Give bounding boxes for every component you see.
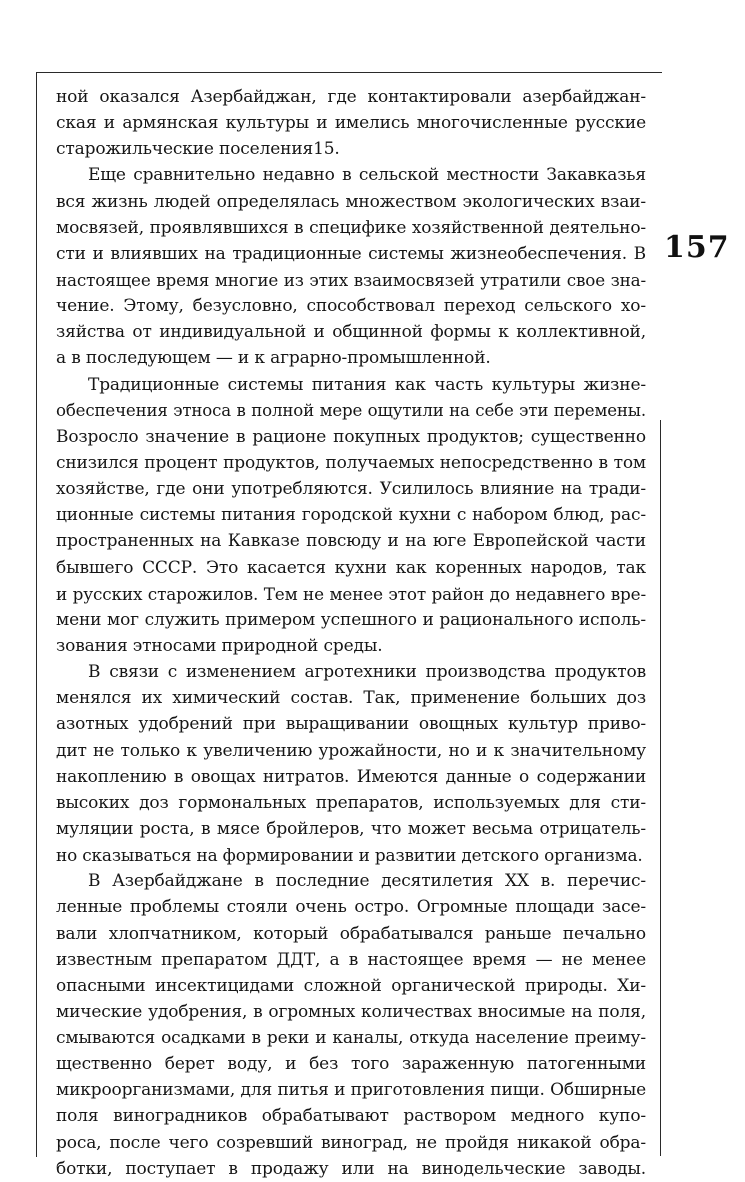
text-line: настоящее время многие из этих взаимосвязей утратили свое зна- xyxy=(56,269,646,290)
text-line: зяйства от индивидуальной и общинной формы к коллективной, xyxy=(56,322,646,343)
text-line: сти и влиявших на традиционные системы жизнеобеспечения. В xyxy=(56,243,646,264)
text-line: накоплению в овощах нитратов. Имеются данные о содержании xyxy=(56,766,646,787)
text-line: ной оказался Азербайджан, где контактировали азербайджан- xyxy=(56,87,646,107)
text-line: дит не только к увеличению урожайности, но и к значительному xyxy=(56,740,646,761)
text-line: чение. Этому, безусловно, способствовал переход сельского хо- xyxy=(56,296,646,317)
text-line: ционные системы питания городской кухни с набором блюд, рас- xyxy=(56,505,646,526)
text-line: азотных удобрений при выращивании овощных культур приво- xyxy=(56,714,646,735)
text-line: мени мог служить примером успешного и рационального исполь- xyxy=(56,609,646,630)
text-line: микроорганизмами, для питья и приготовления пищи. Обширные xyxy=(56,1080,646,1101)
text-line: муляции роста, в мясе бройлеров, что может весьма отрицатель- xyxy=(56,818,646,839)
text-line: ботки, поступает в продажу или на винодельческие заводы. xyxy=(56,1158,646,1179)
text-line: смываются осадками в реки и каналы, откуда население преиму- xyxy=(56,1028,646,1049)
text-line: хозяйстве, где они употребляются. Усилилось влияние на тради- xyxy=(56,479,646,500)
text-line: Возросло значение в рационе покупных продуктов; существенно xyxy=(56,426,646,447)
text-line: а в последующем — и к аграрно-промышленной. xyxy=(56,348,491,369)
text-line: и русских старожилов. Тем не менее этот район до недавнего вре- xyxy=(56,583,646,604)
text-line: обеспечения этноса в полной мере ощутили на себе эти перемены. xyxy=(56,400,646,420)
text-line: роса, после чего созревший виноград, не пройдя никакой обра- xyxy=(56,1132,646,1153)
text-line: менялся их химический состав. Так, применение больших доз xyxy=(56,688,646,709)
text-line: мические удобрения, в огромных количествах вносимые на поля, xyxy=(56,1001,646,1022)
text-line: поля виноградников обрабатывают раствором медного купо- xyxy=(56,1106,646,1127)
text-line: вся жизнь людей определялась множеством экологических взаи- xyxy=(56,191,646,212)
text-line: снизился процент продуктов, получаемых непосредственно в том xyxy=(56,452,646,473)
text-line: ленные проблемы стояли очень остро. Огромные площади засе- xyxy=(56,897,646,918)
page-number: 157 xyxy=(664,230,730,265)
text-line: старожильческие поселения15. xyxy=(56,139,340,160)
text-line: В Азербайджане в последние десятилетия XX в. перечис- xyxy=(88,871,646,892)
text-line: известным препаратом ДДТ, а в настоящее время — не менее xyxy=(56,949,646,970)
text-line: вали хлопчатником, который обрабатывался раньше печально xyxy=(56,923,646,944)
text-line: Еще сравнительно недавно в сельской местности Закавказья xyxy=(88,165,646,186)
text-line: но сказываться на формировании и развитии детского организма. xyxy=(56,845,643,866)
text-line: опасными инсектицидами сложной органической природы. Хи- xyxy=(56,975,646,996)
page-frame-right-rule xyxy=(660,420,661,1156)
text-line: высоких доз гормональных препаратов, используемых для сти- xyxy=(56,792,646,813)
text-line: щественно берет воду, и без того зараженную патогенными xyxy=(56,1054,646,1075)
text-line: зования этносами природной среды. xyxy=(56,635,383,656)
text-line: бывшего СССР. Это касается кухни как коренных народов, так xyxy=(56,557,646,578)
text-line: пространенных на Кавказе повсюду и на юге Европейской части xyxy=(56,531,646,552)
text-line: В связи с изменением агротехники производства продуктов xyxy=(88,662,646,683)
text-line: мосвязей, проявлявшихся в специфике хозяйственной деятельно- xyxy=(56,217,646,238)
body-text xyxy=(56,84,646,1182)
text-line: Традиционные системы питания как часть культуры жизне- xyxy=(88,374,646,395)
text-line: ская и армянская культуры и имелись многочисленные русские xyxy=(56,113,646,134)
